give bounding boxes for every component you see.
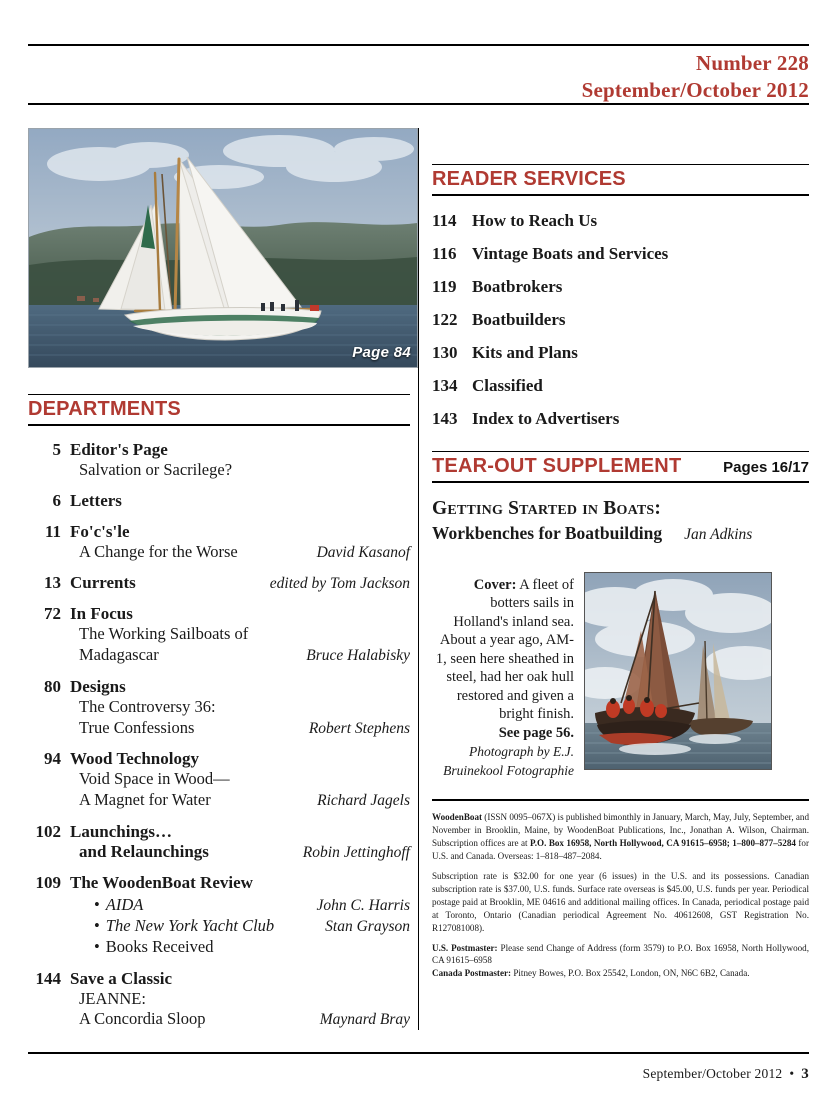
toc-entry[interactable]	[28, 822, 410, 863]
column-divider	[418, 128, 419, 1030]
toc-subtitle: A Magnet for Water	[79, 789, 211, 809]
cover-photo-image	[585, 573, 771, 769]
toc-entry[interactable]	[28, 440, 410, 480]
legal-rule	[432, 799, 809, 801]
page-footer	[643, 1066, 809, 1083]
toc-entry[interactable]	[28, 604, 410, 665]
review-title: AIDA	[105, 895, 144, 915]
toc-author: Robert Stephens	[308, 719, 410, 737]
toc-subtitle: Madagascar	[79, 645, 159, 665]
cover-credit-line2: Bruinekool Fotographie	[443, 762, 574, 778]
rs-page-number: 114	[432, 211, 457, 230]
rs-page-number: 119	[432, 277, 457, 296]
toc-author: David Kasanof	[316, 543, 410, 561]
review-bullet-item[interactable]	[94, 916, 410, 937]
feature-photo-caption: Page 84	[352, 344, 411, 361]
toc-page-number: 6	[52, 490, 61, 510]
us-postmaster-label: U.S. Postmaster:	[432, 942, 498, 953]
departments-section	[28, 394, 410, 426]
canada-postmaster-text: Pitney Bowes, P.O. Box 25542, London, ON, N6C 6B2, Canada.	[511, 968, 750, 979]
review-bullet-item[interactable]	[94, 895, 410, 916]
legal-text	[432, 811, 809, 980]
rs-title: Classified	[472, 376, 543, 395]
reader-services-section	[432, 164, 809, 429]
reader-services-item[interactable]	[432, 343, 809, 363]
toc-subtitle: A Concordia Sloop	[79, 1009, 206, 1029]
toc-author: edited by Tom Jackson	[269, 575, 410, 593]
reader-services-rule-bottom	[432, 194, 809, 196]
reader-services-item[interactable]	[432, 376, 809, 396]
cover-credit-line1: Photograph by E.J.	[469, 744, 574, 760]
toc-author: Richard Jagels	[317, 791, 410, 809]
toc-entry[interactable]	[28, 749, 410, 810]
reader-services-item[interactable]	[432, 244, 809, 264]
toc-subtitle: JEANNE:	[79, 988, 146, 1008]
toc-title: Wood Technology	[70, 749, 199, 769]
reader-services-item[interactable]	[432, 310, 809, 330]
reader-services-heading: READER SERVICES	[432, 168, 626, 190]
toc-page-number: 109	[35, 873, 61, 893]
footer-date: September/October 2012	[642, 1066, 783, 1081]
toc-page-number: 94	[44, 749, 61, 769]
cover-block	[432, 572, 809, 780]
toc-subtitle: The Controversy 36:	[79, 696, 216, 716]
toc-entry[interactable]	[28, 573, 410, 593]
toc-title: Save a Classic	[70, 968, 172, 988]
toc-subtitle: Salvation or Sacrilege?	[79, 460, 233, 479]
bullet-icon: •	[94, 936, 100, 956]
issue-number: Number 228	[695, 51, 809, 75]
bottom-rule	[28, 1052, 809, 1054]
toc-title-line2: and Relaunchings	[79, 841, 209, 861]
toc-page-number: 80	[44, 676, 61, 696]
departments-list	[28, 440, 410, 1030]
review-title: The New York Yacht Club	[105, 915, 275, 935]
left-column	[28, 128, 410, 1041]
rs-title: Index to Advertisers	[472, 409, 620, 428]
legal-paragraph-1	[432, 811, 809, 863]
bullet-icon: •	[94, 895, 100, 915]
toc-title: Currents	[70, 573, 136, 593]
rs-page-number: 130	[432, 343, 458, 362]
tear-out-rule-bottom	[432, 481, 809, 483]
footer-separator-icon: •	[789, 1066, 795, 1081]
reader-services-item[interactable]	[432, 409, 809, 429]
feature-photo-image	[29, 129, 417, 367]
review-author: Stan Grayson	[325, 917, 410, 935]
legal-p1c: for U.S. and Canada. Overseas: 1–818–487–2084.	[432, 838, 809, 862]
cover-caption	[432, 572, 584, 780]
tear-out-supplement-section	[432, 451, 809, 546]
toc-title: Fo'c's'le	[70, 521, 130, 541]
canada-postmaster-label: Canada Postmaster:	[432, 968, 512, 979]
bullet-icon: •	[94, 915, 100, 935]
toc-entry[interactable]	[28, 677, 410, 738]
supplement-title-line2: Workbenches for Boatbuilding	[432, 522, 663, 543]
rs-page-number: 116	[432, 244, 457, 263]
masthead	[582, 50, 809, 104]
review-bullet-list	[28, 895, 410, 957]
tear-out-heading: TEAR-OUT SUPPLEMENT	[432, 455, 682, 477]
toc-subtitle: True Confessions	[79, 717, 195, 737]
toc-entry[interactable]	[28, 873, 410, 957]
reader-services-list	[432, 211, 809, 429]
reader-services-item[interactable]	[432, 211, 809, 231]
toc-page-number: 13	[44, 573, 61, 593]
legal-paragraph-2: Subscription rate is $32.00 for one year (6 issues) in the U.S. and its possessions. Canadian subscription rate is $37.00, U.S. funds. Surface rate overseas is $45.00, U.S. funds per year. Periodical postage paid at Brooklin, ME 04616 and additional mailing offices. In Canada, periodical postage paid at Toronto, Ontario (Canadian periodical Agreement No. 40612608, GST Registration No. R127081008).	[432, 871, 809, 933]
toc-title: The WoodenBoat Review	[70, 873, 253, 893]
toc-subtitle: The Working Sailboats of	[79, 624, 249, 644]
right-column	[432, 164, 809, 987]
footer-page-number: 3	[801, 1066, 809, 1082]
departments-heading: DEPARTMENTS	[28, 398, 181, 420]
legal-publication-name: WoodenBoat	[432, 812, 483, 823]
feature-photo	[28, 128, 418, 368]
toc-title: Editor's Page	[70, 440, 168, 459]
review-title: Books Received	[105, 936, 214, 956]
rs-title: Vintage Boats and Services	[472, 244, 669, 263]
toc-entry[interactable]	[28, 969, 410, 1030]
toc-title: Launchings…	[70, 821, 173, 841]
cover-label: Cover:	[473, 576, 517, 593]
rs-title: Boatbuilders	[472, 310, 566, 329]
reader-services-item[interactable]	[432, 277, 809, 297]
cover-description: A fleet of botters sails in Holland's inland sea. About a year ago, AM-1, seen here sheathed in steel, had her oak hull restored and given a bright finish.	[435, 576, 574, 723]
toc-page-number: 102	[35, 821, 61, 841]
toc-author: Robin Jettinghoff	[302, 843, 410, 861]
top-rule	[28, 44, 809, 46]
rs-page-number: 122	[432, 310, 458, 329]
us-postmaster-text: Please send Change of Address (form 3579) to P.O. Box 16958, North Hollywood, CA 91615–6958	[432, 942, 809, 966]
rs-page-number: 134	[432, 376, 458, 395]
tear-out-pages-label: Pages 16/17	[723, 459, 809, 476]
toc-subtitle: A Change for the Worse	[79, 541, 238, 561]
toc-subtitle: Void Space in Wood—	[79, 769, 230, 789]
rs-title: Boatbrokers	[472, 277, 563, 296]
review-author: John C. Harris	[316, 897, 410, 915]
departments-rule-bottom	[28, 424, 410, 426]
toc-author: Bruce Halabisky	[306, 647, 410, 665]
legal-paragraph-3	[432, 942, 809, 981]
toc-entry[interactable]	[28, 491, 410, 511]
toc-title: In Focus	[70, 604, 133, 624]
review-bullet-item[interactable]	[94, 937, 410, 958]
rs-title: Kits and Plans	[472, 343, 578, 362]
supplement-title-line1: Getting Started in Boats:	[432, 498, 662, 519]
cover-photo	[584, 572, 772, 770]
toc-page-number: 144	[35, 968, 61, 988]
toc-page-number: 5	[52, 440, 61, 459]
supplement-author: Jan Adkins	[684, 525, 753, 543]
toc-author: Maynard Bray	[319, 1011, 410, 1029]
toc-title: Designs	[70, 676, 126, 696]
toc-page-number: 11	[44, 521, 61, 541]
issue-date: September/October 2012	[581, 77, 809, 102]
toc-page-number: 72	[44, 604, 61, 624]
toc-entry[interactable]	[28, 522, 410, 563]
toc-title: Letters	[70, 490, 122, 510]
rs-title: How to Reach Us	[472, 211, 598, 230]
rs-page-number: 143	[432, 409, 458, 428]
legal-subscription-address: P.O. Box 16958, North Hollywood, CA 91615–6958; 1–800–877–5284	[530, 838, 796, 849]
cover-see-page: See page 56.	[498, 724, 574, 741]
legal-p1a: (ISSN 0095–067X) is published bimonthly in January, March, May, July, September, and November in Brooklin, Maine, by WoodenBoat Publications, Inc., Jonathan A. Wilson, Chairman. Subscription offices are at	[432, 812, 810, 849]
supplement-title[interactable]	[432, 496, 809, 546]
